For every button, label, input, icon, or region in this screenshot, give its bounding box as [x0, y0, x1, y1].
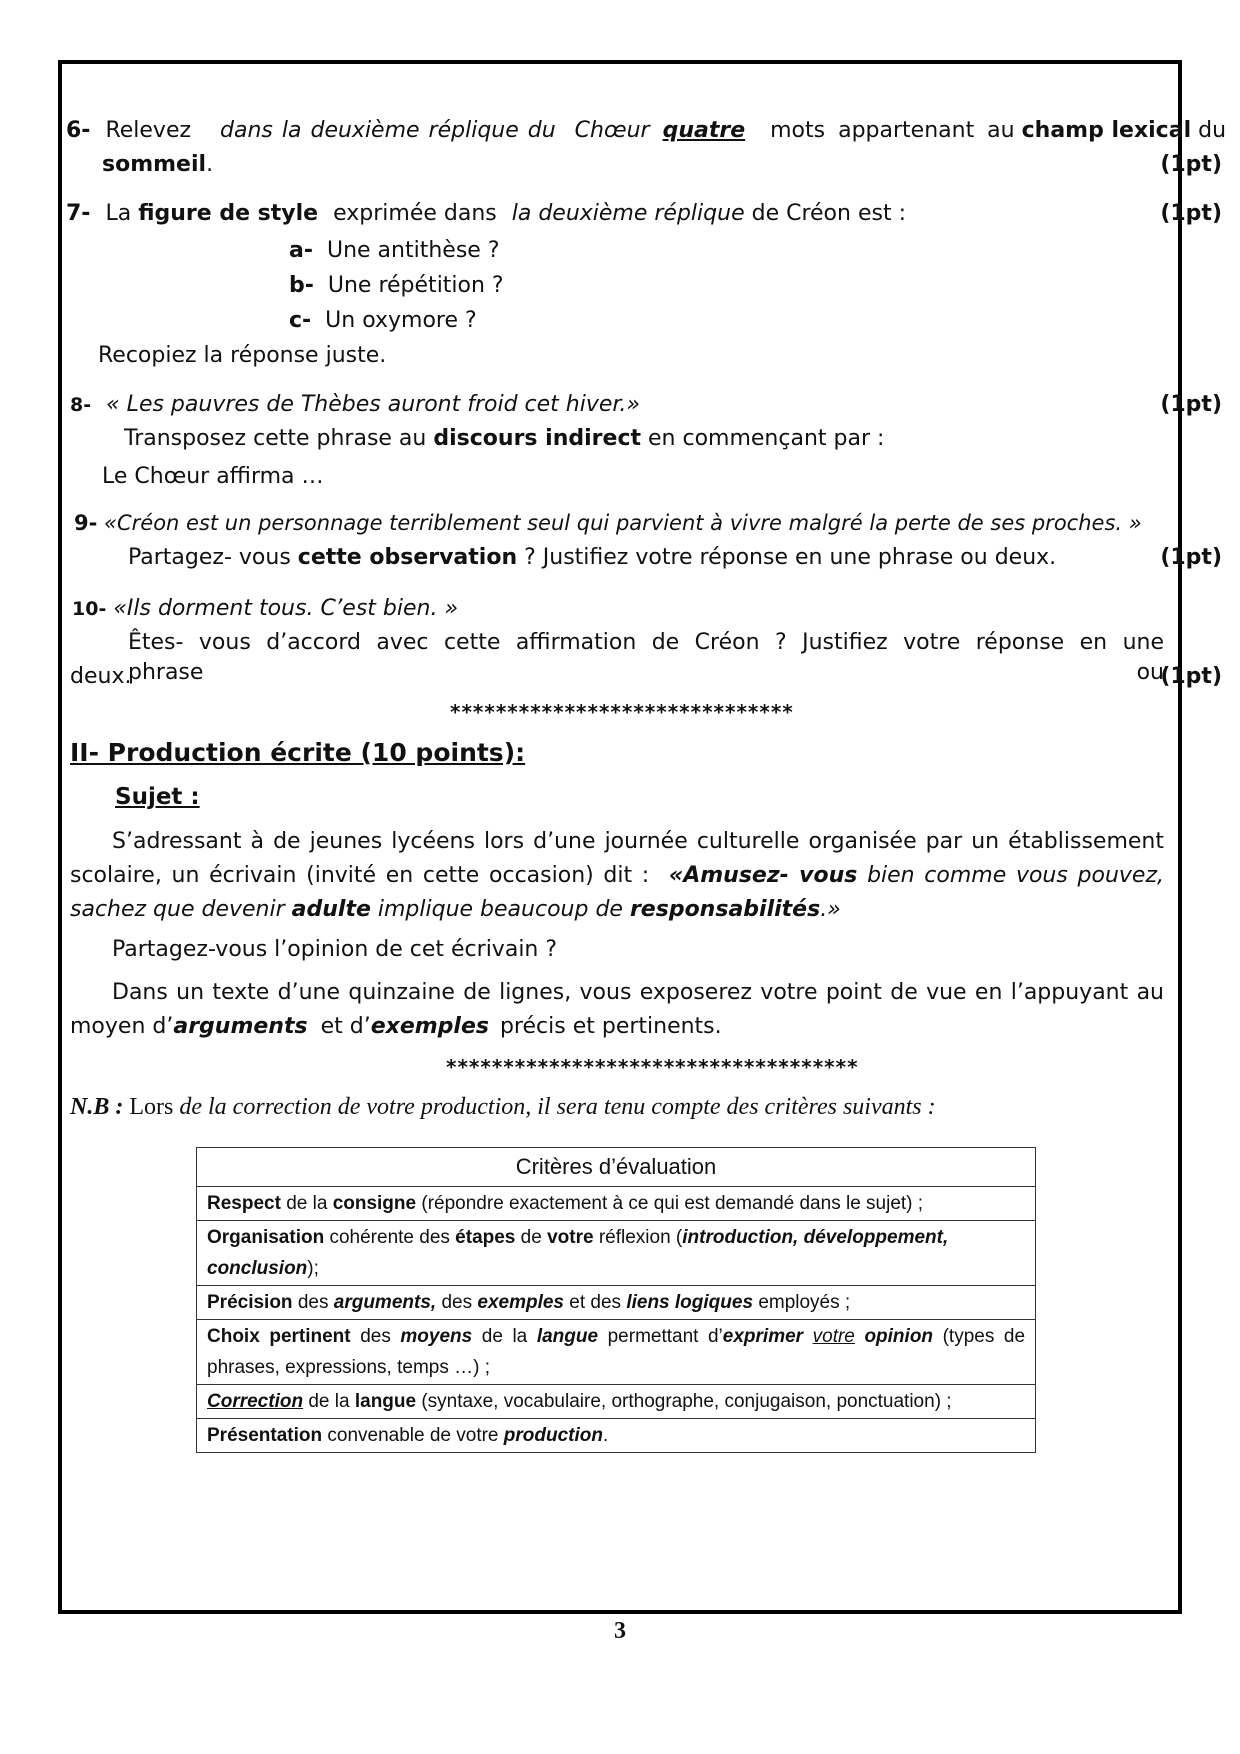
subject-paragraph: S’adressant à de jeunes lycéens lors d’une journée culturelle organisée par un établissement scolaire, un écrivain (invité en cette occasion) dit : «Amusez- vous bien comme vous pouvez, sachez que devenir adulte implique beaucoup de responsabilités.» — [70, 829, 1164, 922]
criterion-respect: Respect de la consigne (répondre exactement à ce qui est demandé dans le sujet) ; — [197, 1187, 1036, 1221]
points-label: (1pt) — [1160, 664, 1222, 689]
option-a: a- Une antithèse ? — [289, 238, 500, 263]
option-c: c- Un oxymore ? — [289, 308, 477, 333]
q10-line1: Êtes- vous d’accord avec cette affirmation de Créon ? Justifiez votre réponse en une phrase ou — [128, 630, 1164, 685]
criterion-presentation: Présentation convenable de votre production. — [197, 1419, 1036, 1453]
criterion-choix: Choix pertinent des moyens de la langue permettant d’exprimer votre opinion (types de phrases, expressions, temps …) ; — [197, 1320, 1036, 1385]
question-number: 6- — [66, 118, 91, 143]
page-number: 3 — [614, 1618, 626, 1644]
question-number: 8- — [70, 394, 92, 416]
question-number: 7- — [66, 201, 91, 226]
separator: ************************************ — [446, 1055, 859, 1079]
subject-question: Partagez-vous l’opinion de cet écrivain ? — [112, 937, 558, 962]
q8-instruction: Transposez cette phrase au discours indirect en commençant par : — [124, 426, 885, 451]
table-header: Critères d’évaluation — [197, 1148, 1036, 1187]
subject-label: Sujet : — [115, 784, 200, 810]
question-7: 7- La figure de style exprimée dans la deuxième réplique de Créon est : — [66, 201, 906, 226]
criterion-precision: Précision des arguments, des exemples et des liens logiques employés ; — [197, 1286, 1036, 1320]
criterion-correction: Correction de la langue (syntaxe, vocabulaire, orthographe, conjugaison, ponctuation) ; — [197, 1385, 1036, 1419]
question-9: 9- «Créon est un personnage terriblement seul qui parvient à vivre malgré la perte de ses proches. » — [74, 511, 1142, 535]
table-row — [197, 1286, 1036, 1320]
table-row — [197, 1221, 1036, 1286]
points-label: (1pt) — [1160, 152, 1222, 177]
question-10: 10- «Ils dorment tous. C’est bien. » — [72, 596, 459, 621]
criteria-table — [196, 1147, 1036, 1453]
question-8: 8- « Les pauvres de Thèbes auront froid cet hiver.» — [70, 392, 641, 417]
criterion-organisation: Organisation cohérente des étapes de votre réflexion (introduction, développement, conclusion); — [197, 1221, 1036, 1286]
separator: ****************************** — [450, 700, 794, 724]
section-title: II- Production écrite (10 points): — [70, 738, 526, 767]
points-label: (1pt) — [1160, 545, 1222, 570]
points-label: (1pt) — [1160, 392, 1222, 417]
q9-instruction: Partagez- vous cette observation ? Justifiez votre réponse en une phrase ou deux. — [128, 545, 1057, 570]
question-6-continued: sommeil. — [102, 152, 214, 177]
question-number: 9- — [74, 511, 98, 535]
table-row — [197, 1419, 1036, 1453]
table-row — [197, 1187, 1036, 1221]
q8-start: Le Chœur affirma … — [102, 464, 324, 489]
nb-note: N.B : Lors de la correction de votre production, il sera tenu compte des critères suivants : — [70, 1094, 936, 1120]
q10-line2: deux. — [70, 664, 132, 689]
option-b: b- Une répétition ? — [289, 273, 504, 298]
table-header-row — [197, 1148, 1036, 1187]
q7-instruction: Recopiez la réponse juste. — [98, 343, 387, 368]
points-label: (1pt) — [1160, 201, 1222, 226]
question-6: 6- Relevez dans la deuxième réplique du Chœur quatre mots appartenant au champ lexical du — [66, 118, 1227, 143]
question-number: 10- — [72, 598, 107, 620]
table-row — [197, 1385, 1036, 1419]
table-row — [197, 1320, 1036, 1385]
instructions-paragraph: Dans un texte d’une quinzaine de lignes, vous exposerez votre point de vue en l’appuyant au moyen d’arguments et d’exemples précis et pertinents. — [70, 980, 1164, 1039]
